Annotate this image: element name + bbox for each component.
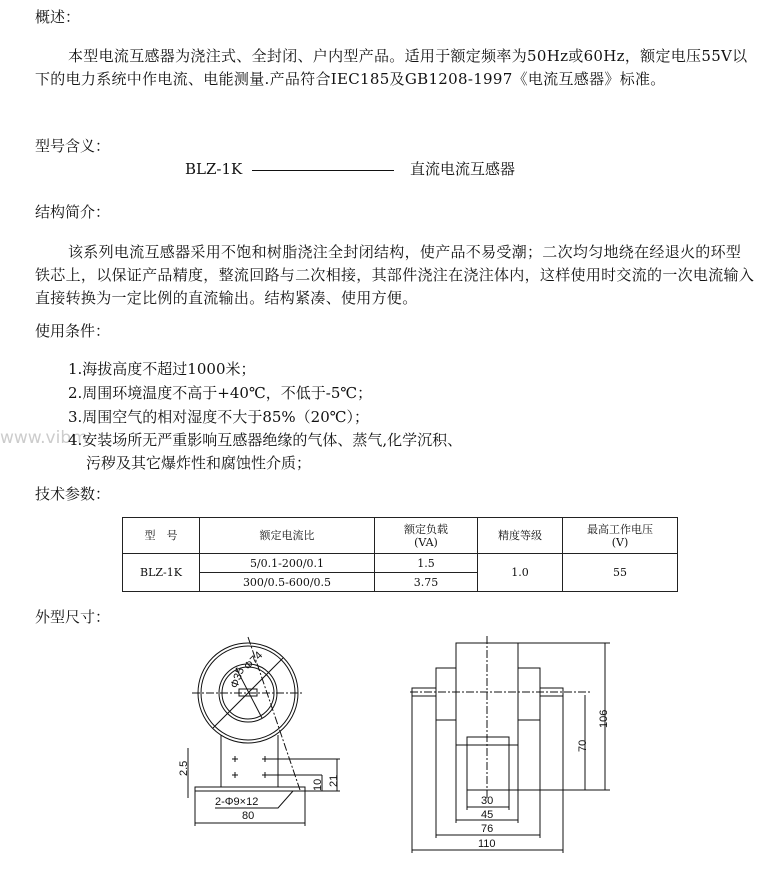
header-load: 额定负载 (VA) [375,518,478,554]
dim-w3: 76 [481,823,494,835]
cell-load: 1.5 [375,554,478,573]
watermark: www.vibm [0,428,88,448]
cell-ratio: 300/0.5-600/0.5 [200,573,375,592]
line: 电压55V以下的电力系统中作电流、电能测量.产品符合IEC185及GB1208-1997《电流互感器》 [35,47,748,88]
dim-w2: 45 [481,809,494,821]
dim-inner-diameter: Φ35 [228,666,248,690]
model-code: BLZ-1K [185,160,243,178]
dim-h3: 21 [328,774,340,787]
line: 标准。 [619,70,666,88]
model-heading: 型号含义： [35,137,111,155]
header-voltage: 最高工作电压 (V) [563,518,678,554]
model-meaning: 直流电流互感器 [410,160,516,178]
conditions-heading: 使用条件： [35,322,111,340]
dimensions-heading: 外型尺寸： [35,608,111,626]
front-view-drawing [178,637,340,826]
dim-h1: 2.5 [178,760,190,776]
condition-item: 2.周围环境温度不高于+40℃，不低于-5℃； [68,384,373,402]
dim-w4: 110 [478,838,496,850]
side-view-drawing [410,636,610,853]
dim-w1: 30 [481,795,494,807]
line: 本型电流互感器为浇注式、全封闭、户内型产品。适用于额定频率为50Hz或60Hz，额定 [68,47,671,65]
header-model: 型 号 [123,518,200,554]
dim-h2: 10 [312,778,324,791]
header-accuracy: 精度等级 [478,518,563,554]
condition-item: 3.周围空气的相对湿度不大于85%（20℃）； [68,408,370,426]
dim-outer-diameter: Φ74 [241,649,266,673]
dim-axis-height: 70 [577,739,589,752]
condition-item: 4.安装场所无严重影响互感器绝缘的气体、蒸气,化学沉积、 [68,431,463,449]
condition-item: 1.海拔高度不超过1000米； [68,360,256,378]
cell-accuracy: 1.0 [478,554,563,592]
header-ratio: 额定电流比 [200,518,375,554]
line: 样使用时交流的一次电流输入直接转换为一定比例的直流输出。结构紧凑、使用方便。 [35,266,755,307]
dim-height: 106 [598,709,610,728]
line: 该系列电流互感器采用不饱和树脂浇注全封闭结构，使产品不易受潮；二次均匀地绕在 [68,243,650,261]
cell-model: BLZ-1K [123,554,200,592]
dim-holes: 2-Φ9×12 [215,796,259,808]
overview-heading: 概述： [35,8,81,26]
cell-voltage: 55 [563,554,678,592]
structure-heading: 结构简介： [35,203,111,221]
cell-ratio: 5/0.1-200/0.1 [200,554,375,573]
specs-heading: 技术参数： [35,485,111,503]
condition-item: 污秽及其它爆炸性和腐蚀性介质； [86,454,312,472]
line: 经退火的环型铁芯上，以保证产品精度，整流回路与二次相接，其部件浇注在浇注体内，这 [35,243,742,284]
dim-width: 80 [242,810,255,822]
cell-load: 3.75 [375,573,478,592]
